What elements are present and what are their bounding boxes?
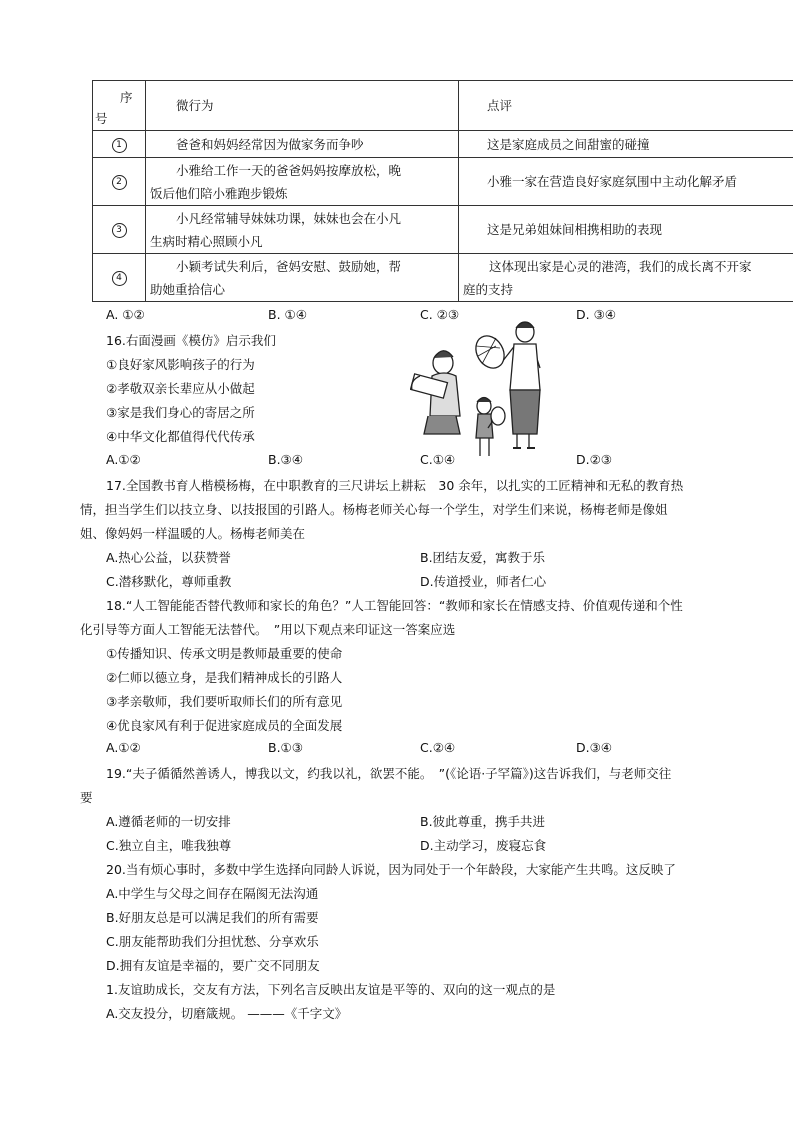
- q19-option-c[interactable]: C.独立自主，唯我独尊: [106, 838, 232, 853]
- micro-behavior-table: [92, 80, 793, 302]
- q17-line2: 情，担当学生们以技立身、以技报国的引路人。杨梅老师关心每一个学生，对学生们来说，杨梅老师是像姐: [80, 502, 668, 517]
- q15-option-b[interactable]: B. ①④: [268, 307, 307, 322]
- circled-number: 1: [112, 138, 127, 153]
- row-number: [93, 206, 146, 254]
- row-comment: [459, 206, 793, 254]
- circled-number: 2: [112, 175, 127, 190]
- q18-line1: 18.“人工智能能否替代教师和家长的角色？”人工智能回答：“教师和家长在情感支持、价值观传递和个性: [106, 598, 683, 613]
- header-behavior: 微行为: [146, 81, 459, 131]
- behavior-text-line1: 小凡经常辅导妹妹功课，妹妹也会在小凡: [176, 210, 402, 226]
- row-behavior: [146, 206, 459, 254]
- behavior-text-line1: 小雅给工作一天的爸爸妈妈按摩放松，晚: [176, 162, 402, 178]
- comment-text-line1: 这体现出家是心灵的港湾，我们的成长离不开家: [489, 258, 752, 274]
- row-number: [93, 158, 146, 206]
- table-row: [93, 206, 793, 254]
- q18-item-2: ②仁师以德立身，是我们精神成长的引路人: [106, 670, 343, 685]
- row-comment: [459, 254, 793, 302]
- q16-option-a[interactable]: A.①②: [106, 452, 141, 467]
- q18-item-4: ④优良家风有利于促进家庭成员的全面发展: [106, 718, 343, 733]
- row-comment: [459, 158, 793, 206]
- row-number: [93, 254, 146, 302]
- header-number-top: 序: [120, 90, 133, 105]
- row-behavior: [146, 158, 459, 206]
- q18-option-b[interactable]: B.①③: [268, 740, 303, 755]
- table-row: [93, 158, 793, 206]
- comment-text-line2: 庭的支持: [463, 281, 514, 297]
- q18-line2: 化引导等方面人工智能无法替代。 ”用以下观点来印证这一答案应选: [80, 622, 456, 637]
- behavior-text-line2: 助她重拾信心: [150, 281, 226, 297]
- table-row: [93, 254, 793, 302]
- q18-option-a[interactable]: A.①②: [106, 740, 141, 755]
- q15-option-c[interactable]: C. ②③: [420, 307, 460, 322]
- q19-line2: 要: [80, 790, 93, 805]
- row-number: [93, 131, 146, 158]
- behavior-text-line2: 生病时精心照顾小凡: [150, 233, 263, 249]
- comment-text: 小雅一家在营造良好家庭氛围中主动化解矛盾: [487, 174, 738, 189]
- q21-stem: 1.友谊助成长，交友有方法，下列名言反映出友谊是平等的、双向的这一观点的是: [106, 982, 556, 997]
- circled-number: 3: [112, 223, 127, 238]
- q20-option-b[interactable]: B.好朋友总是可以满足我们的所有需要: [106, 910, 319, 925]
- row-behavior: [146, 254, 459, 302]
- q16-option-b[interactable]: B.③④: [268, 452, 303, 467]
- child-figure: [476, 398, 505, 457]
- q16-option-d[interactable]: D.②③: [576, 452, 613, 467]
- q19-option-d[interactable]: D.主动学习，废寝忘食: [420, 838, 547, 853]
- q17-option-b[interactable]: B.团结友爱，寓教于乐: [420, 550, 546, 565]
- row-behavior: [146, 131, 459, 158]
- q20-option-d[interactable]: D.拥有友谊是幸福的，要广交不同朋友: [106, 958, 320, 973]
- q16-item-4: ④中华文化都值得代代传承: [106, 429, 255, 444]
- q17-option-a[interactable]: A.热心公益，以获赞誉: [106, 550, 231, 565]
- q15-option-d[interactable]: D. ③④: [576, 307, 616, 322]
- header-comment: 点评: [459, 81, 793, 131]
- imitation-cartoon-image: [410, 318, 560, 466]
- behavior-text-line1: 小颖考试失利后，爸妈安慰、鼓励她，帮: [176, 258, 402, 274]
- q18-item-3: ③孝亲敬师，我们要听取师长们的所有意见: [106, 694, 343, 709]
- behavior-text: 爸爸和妈妈经常因为做家务而争吵: [176, 136, 364, 152]
- q19-option-b[interactable]: B.彼此尊重，携手共进: [420, 814, 546, 829]
- q16-stem: 16.右面漫画《模仿》启示我们: [106, 333, 276, 348]
- q20-option-a[interactable]: A.中学生与父母之间存在隔阂无法沟通: [106, 886, 319, 901]
- table-row: [93, 131, 793, 158]
- q20-stem: 20.当有烦心事时，多数中学生选择向同龄人诉说，因为同处于一个年龄段，大家能产生共鸣。这反映了: [106, 862, 676, 877]
- table-header-row: [93, 81, 793, 131]
- q20-option-c[interactable]: C.朋友能帮助我们分担忧愁、分享欢乐: [106, 934, 319, 949]
- q18-option-c[interactable]: C.②④: [420, 740, 456, 755]
- q16-option-c[interactable]: C.①④: [420, 452, 456, 467]
- q17-option-c[interactable]: C.潜移默化，尊师重教: [106, 574, 232, 589]
- q18-option-d[interactable]: D.③④: [576, 740, 613, 755]
- q16-item-3: ③家是我们身心的寄居之所: [106, 405, 255, 420]
- behavior-text-line2: 饭后他们陪小雅跑步锻炼: [150, 185, 288, 201]
- q16-item-1: ①良好家风影响孩子的行为: [106, 357, 255, 372]
- q21-option-a[interactable]: A.交友投分，切磨箴规。 ———《千字文》: [106, 1006, 348, 1021]
- q18-item-1: ①传播知识、传承文明是教师最重要的使命: [106, 646, 343, 661]
- header-number-bottom: 号: [95, 111, 108, 126]
- q17-line1: 17.全国教书育人楷模杨梅，在中职教育的三尺讲坛上耕耘 30 余年，以扎实的工匠精神和无私的教育热: [106, 478, 684, 493]
- circled-number: 4: [112, 271, 127, 286]
- q17-line3: 姐、像妈妈一样温暖的人。杨梅老师美在: [80, 526, 306, 541]
- row-comment: [459, 131, 793, 158]
- comment-text: 这是兄弟姐妹间相携相助的表现: [487, 222, 663, 237]
- grandmother-figure: [411, 351, 460, 434]
- q17-option-d[interactable]: D.传道授业，师者仁心: [420, 574, 547, 589]
- header-number: [93, 81, 146, 131]
- comment-text: 这是家庭成员之间甜蜜的碰撞: [487, 136, 650, 152]
- q16-item-2: ②孝敬双亲长辈应从小做起: [106, 381, 255, 396]
- q19-line1: 19.“夫子循循然善诱人，博我以文，约我以礼，欲罢不能。 ”(《论语·子罕篇》)这告诉我们，与老师交往: [106, 766, 672, 781]
- q15-option-a[interactable]: A. ①②: [106, 307, 145, 322]
- q19-option-a[interactable]: A.遵循老师的一切安排: [106, 814, 231, 829]
